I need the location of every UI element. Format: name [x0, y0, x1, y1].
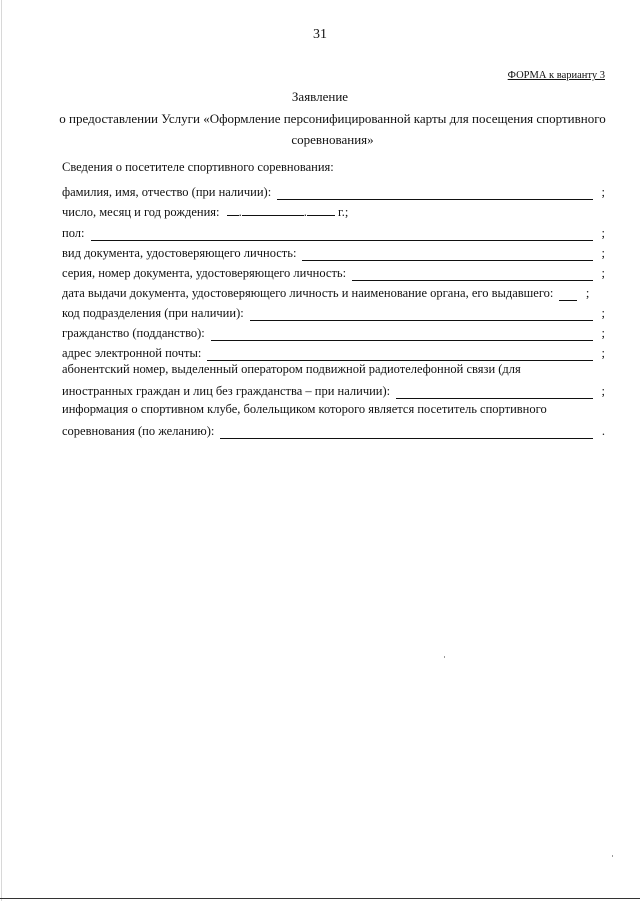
field-label: серия, номер документа, удостоверяющего личность: — [62, 266, 347, 280]
field-club — [62, 419, 605, 439]
document-issue-blank[interactable] — [559, 287, 577, 301]
date-separator: . — [303, 205, 307, 219]
field-label: иностранных граждан и лиц без гражданства – при наличии): — [62, 384, 391, 398]
field-label: код подразделения (при наличии): — [62, 306, 244, 320]
field-end: ; — [601, 326, 605, 340]
field-end: ; — [601, 226, 605, 240]
field-full-name — [62, 180, 605, 200]
field-phone — [62, 379, 605, 399]
date-separator: . — [238, 205, 242, 219]
field-label: число, месяц и год рождения: — [62, 205, 220, 219]
field-end: ; — [601, 306, 605, 320]
sex-blank[interactable] — [91, 227, 594, 241]
field-end: ; — [601, 384, 605, 398]
document-subtitle: о предоставлении Услуги «Оформление персонифицированной карты для посещения спортивного соревнования» — [59, 111, 606, 147]
field-label: вид документа, удостоверяющего личность: — [62, 246, 297, 260]
birth-month-blank[interactable] — [242, 204, 304, 216]
birth-year-blank[interactable] — [307, 204, 335, 216]
field-birth-date — [62, 204, 605, 220]
section-heading: Сведения о посетителе спортивного соревнования: — [62, 160, 334, 174]
field-label: гражданство (подданство): — [62, 326, 205, 340]
field-sex — [62, 221, 605, 241]
field-document-type — [62, 241, 605, 261]
department-code-blank[interactable] — [250, 307, 593, 321]
field-end: ; — [601, 185, 605, 199]
document-title: Заявление — [291, 89, 349, 104]
field-end: ; — [601, 346, 605, 360]
field-end: ; — [601, 266, 605, 280]
field-label: дата выдачи документа, удостоверяющего личность и наименование органа, его выдавшего: — [62, 286, 554, 300]
club-blank[interactable] — [220, 425, 593, 439]
form-reference: ФОРМА к варианту 3 — [507, 70, 605, 81]
club-label-line-1: информация о спортивном клубе, болельщиком которого является посетитель спортивного — [62, 402, 547, 416]
field-label: адрес электронной почты: — [62, 346, 202, 360]
field-end: ; — [601, 246, 605, 260]
scan-speck — [444, 656, 445, 658]
field-citizenship — [62, 321, 605, 341]
field-end: ; — [585, 286, 590, 300]
email-blank[interactable] — [207, 347, 593, 361]
field-label: соревнования (по желанию): — [62, 424, 215, 438]
field-label: фамилия, имя, отчество (при наличии): — [62, 185, 272, 199]
scan-edge-bottom — [0, 898, 640, 899]
phone-label-line-1: абонентский номер, выделенный оператором подвижной радиотелефонной связи (для — [62, 362, 521, 376]
page-number: 31 — [313, 27, 327, 42]
field-label: пол: — [62, 226, 85, 240]
field-email — [62, 341, 605, 361]
scan-speck — [612, 855, 613, 857]
document-number-blank[interactable] — [352, 267, 593, 281]
field-document-issue — [62, 281, 605, 301]
full-name-blank[interactable] — [277, 186, 593, 200]
birth-date-suffix: г.; — [337, 205, 349, 219]
field-department-code — [62, 301, 605, 321]
citizenship-blank[interactable] — [211, 327, 593, 341]
phone-blank[interactable] — [396, 385, 593, 399]
field-document-number — [62, 261, 605, 281]
field-end: . — [601, 424, 605, 438]
document-type-blank[interactable] — [302, 247, 593, 261]
birth-day-blank[interactable] — [227, 204, 239, 216]
scan-edge-left — [1, 0, 2, 901]
